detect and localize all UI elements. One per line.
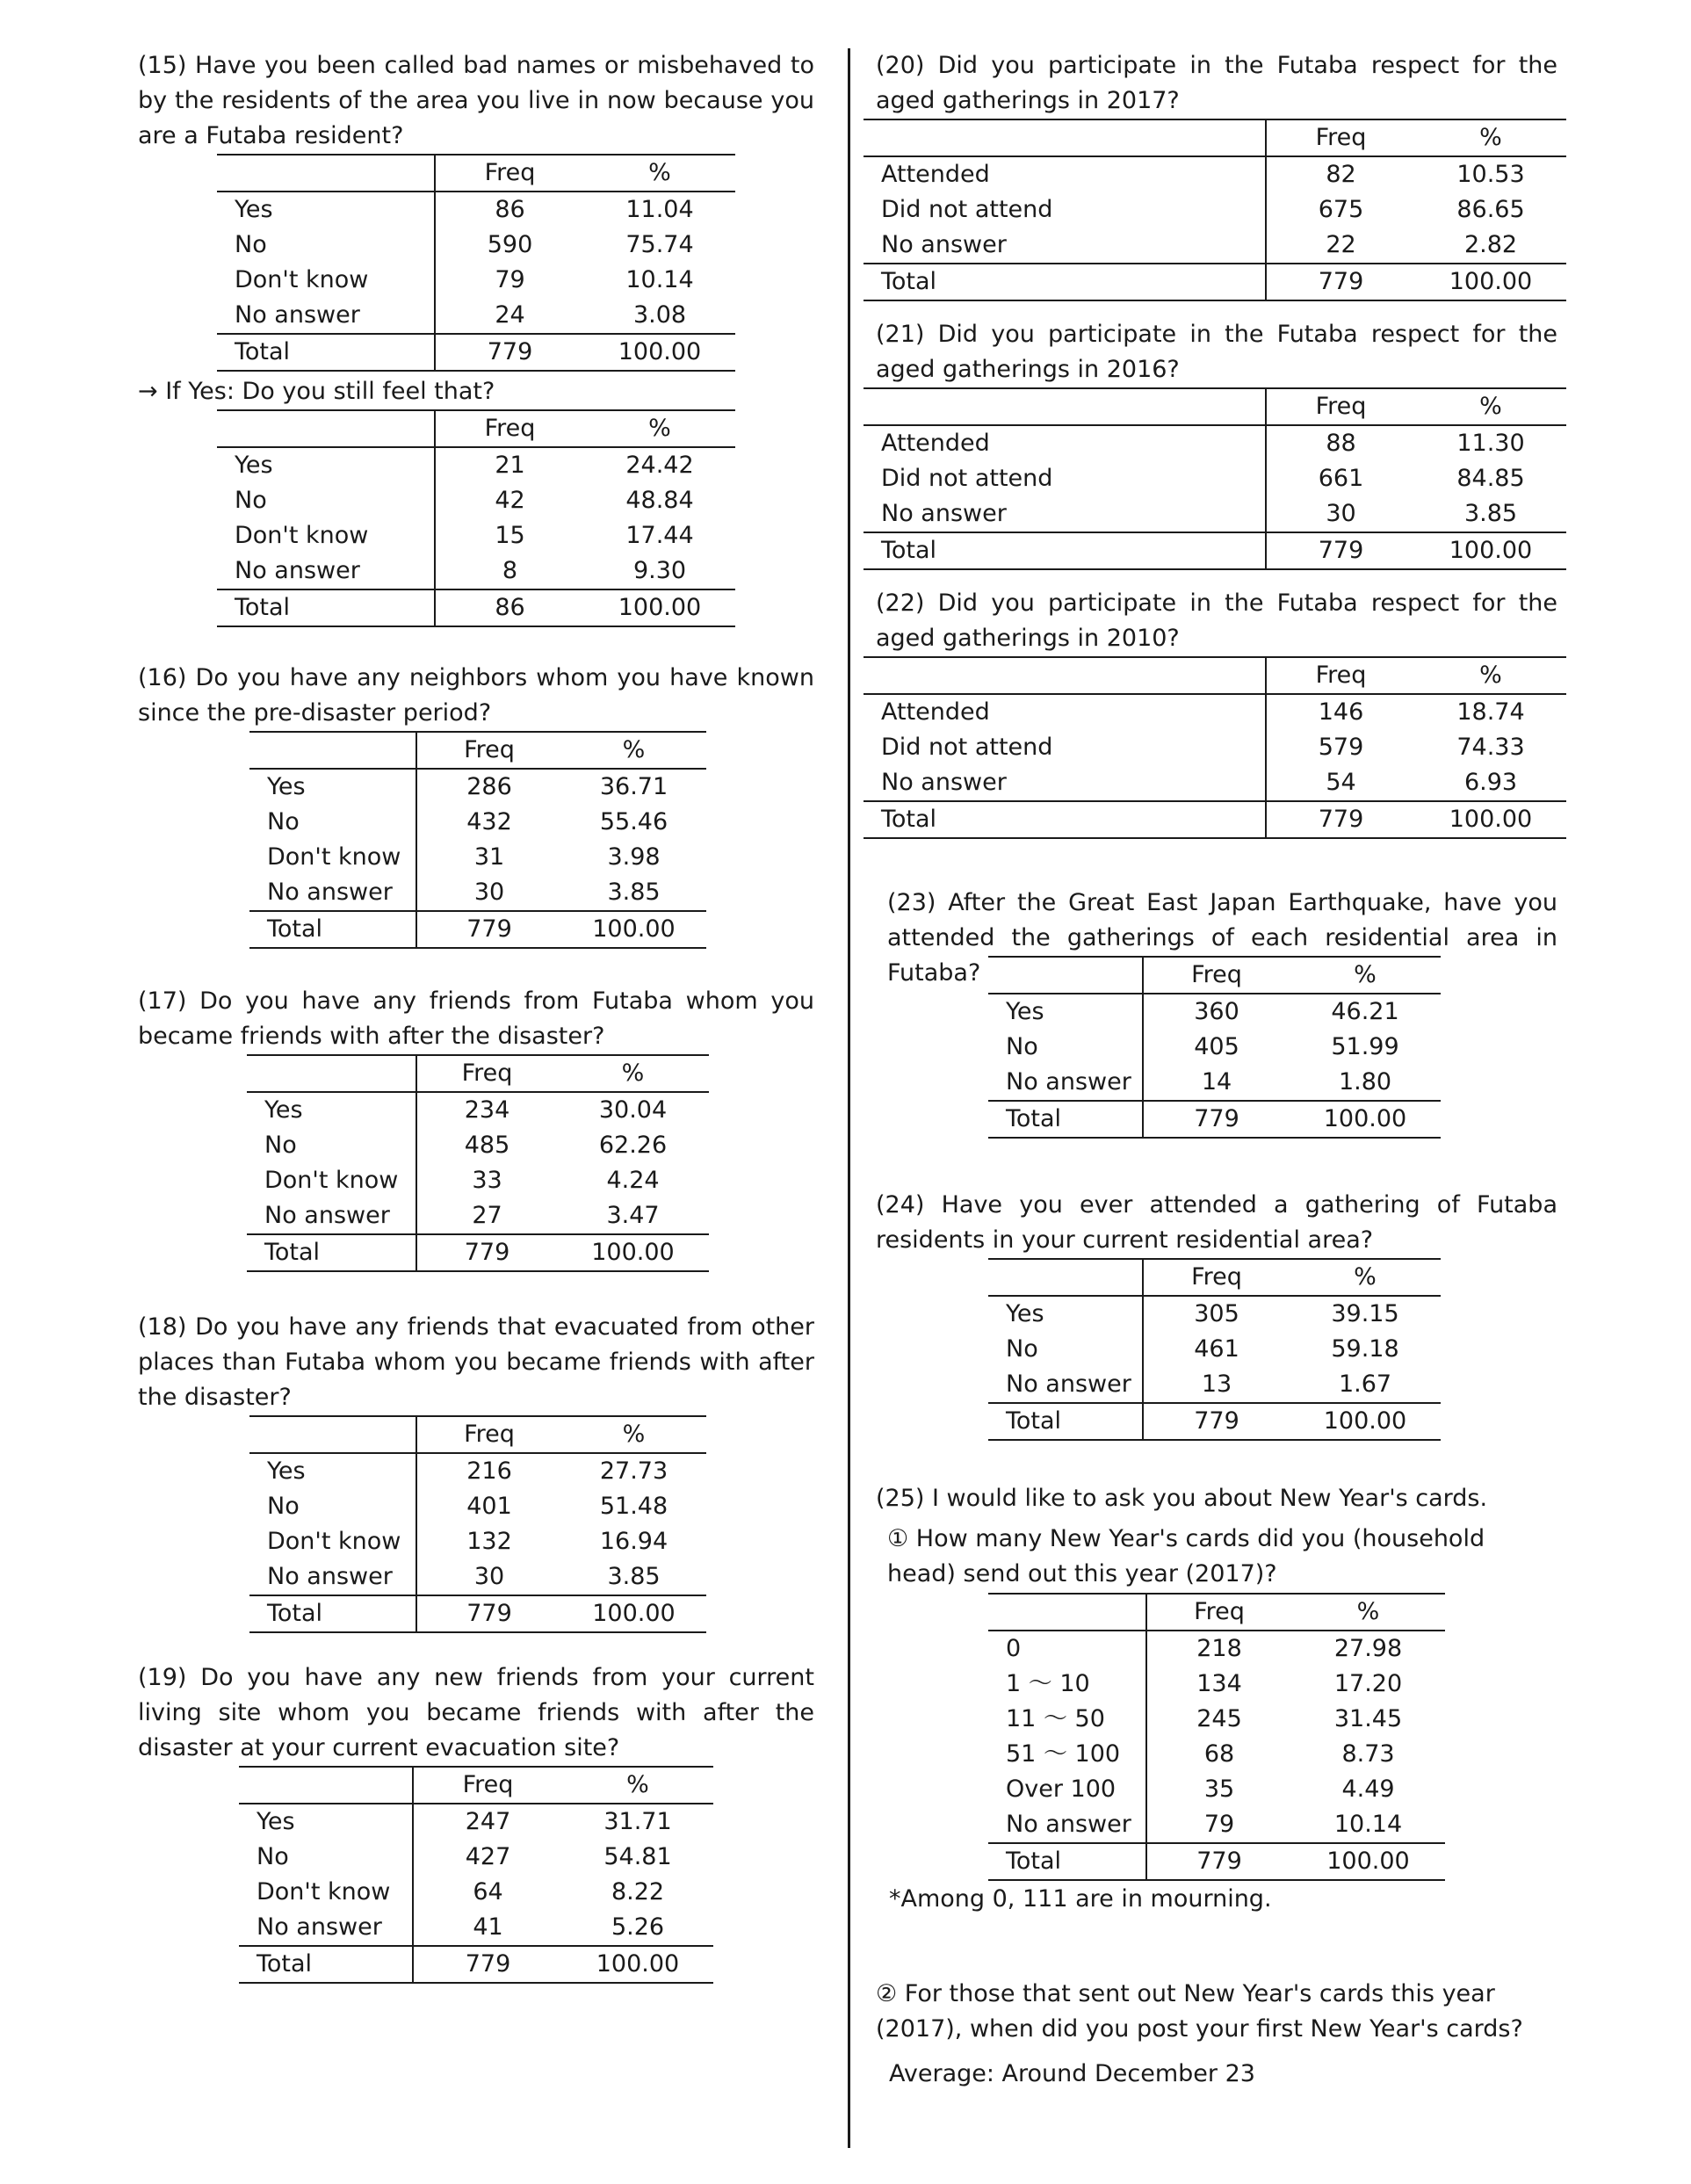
row-freq: 590 <box>487 231 533 258</box>
table-q24: Freq % Yes 305 39.15 No 461 59.18 No answer 13 1.67 Total 779 100.00 <box>988 1258 1441 1441</box>
table-row <box>247 1092 709 1128</box>
question-25: (25) I would like to ask you about New Year's cards. <box>876 1485 1488 1512</box>
row-percent: 86.65 <box>1456 196 1525 223</box>
row-freq: 88 <box>1326 430 1356 457</box>
row-freq: 27 <box>472 1202 502 1229</box>
row-label: Don't know <box>217 518 435 553</box>
table-row <box>988 1030 1441 1065</box>
row-label: Over 100 <box>988 1772 1146 1807</box>
row-label: No answer <box>864 496 1266 532</box>
row-freq: 68 <box>1203 1740 1235 1768</box>
q25-average: Average: Around December 23 <box>889 2060 1255 2087</box>
row-freq: 579 <box>1318 734 1364 761</box>
table-q23: Freq % Yes 360 46.21 No 405 51.99 No answer 14 1.80 Total 779 100.00 <box>988 956 1441 1139</box>
row-percent: 84.85 <box>1456 465 1525 492</box>
row-freq: 360 <box>1194 998 1239 1025</box>
row-freq: 218 <box>1196 1635 1242 1662</box>
row-freq: 35 <box>1203 1775 1235 1803</box>
question-23: (23) After the Great East Japan Earthquake, have you attended the gatherings of each residential area in Futaba? <box>887 889 1557 987</box>
question-18: (18) Do you have any friends that evacuated from other places than Futaba whom you became friends with after the disaster? <box>138 1313 814 1411</box>
row-freq: 41 <box>473 1913 503 1941</box>
table-row <box>249 840 706 875</box>
row-label: No answer <box>249 875 416 911</box>
row-label: No answer <box>988 1807 1146 1843</box>
row-freq: 8 <box>502 557 518 584</box>
row-percent: 17.20 <box>1333 1670 1403 1697</box>
row-freq: 132 <box>466 1528 512 1555</box>
row-freq: 86 <box>495 196 525 223</box>
table-row <box>217 447 735 483</box>
row-freq: 146 <box>1318 698 1364 726</box>
row-percent: 46.21 <box>1331 998 1399 1025</box>
table-row <box>988 1737 1445 1772</box>
row-label: Did not attend <box>864 192 1266 228</box>
table-row <box>247 1163 709 1198</box>
table-row <box>217 298 735 334</box>
row-label: Yes <box>217 192 435 228</box>
row-label: Yes <box>988 994 1143 1030</box>
row-label: 0 <box>988 1631 1146 1667</box>
row-label: Did not attend <box>864 461 1266 496</box>
row-percent: 16.94 <box>599 1528 668 1555</box>
row-freq: 432 <box>466 808 512 835</box>
question-19: (19) Do you have any new friends from your current living site whom you became friends with after the disaster at your current evacuation site? <box>138 1664 814 1761</box>
table-row <box>864 694 1566 730</box>
row-label: Yes <box>249 1453 416 1489</box>
row-freq: 661 <box>1318 465 1364 492</box>
question-21: (21) Did you participate in the Futaba respect for the aged gatherings in 2016? <box>876 321 1557 383</box>
row-label: No answer <box>247 1198 416 1234</box>
row-percent: 30.04 <box>598 1096 668 1124</box>
table-row <box>249 1453 706 1489</box>
table-row <box>988 994 1441 1030</box>
table-q22: Freq % Attended 146 18.74 Did not attend 579 74.33 No answer 54 6.93 Total 779 100.00 <box>864 656 1566 839</box>
row-label: Yes <box>249 769 416 805</box>
row-freq: 14 <box>1201 1068 1232 1096</box>
table-row <box>239 1804 713 1840</box>
row-freq: 13 <box>1201 1370 1232 1398</box>
table-row <box>217 192 735 228</box>
table-row <box>864 228 1566 264</box>
row-percent: 17.44 <box>625 522 694 549</box>
row-percent: 27.98 <box>1333 1635 1403 1662</box>
row-label: Don't know <box>217 263 435 298</box>
row-freq: 30 <box>1326 500 1356 527</box>
table-row <box>217 553 735 589</box>
table-row <box>864 765 1566 801</box>
table-row <box>249 1524 706 1559</box>
row-percent: 1.80 <box>1338 1068 1392 1096</box>
row-label: Don't know <box>239 1875 413 1910</box>
row-percent: 10.14 <box>1333 1811 1403 1838</box>
row-label: No <box>988 1030 1143 1065</box>
question-15: (15) Have you been called bad names or misbehaved to by the residents of the area you live in now because you are a Futaba resident? <box>138 52 814 149</box>
table-row <box>239 1875 713 1910</box>
table-q21: Freq % Attended 88 11.30 Did not attend 661 84.85 No answer 30 3.85 Total 779 100.00 <box>864 387 1566 570</box>
table-row <box>988 1702 1445 1737</box>
table-q25: Freq % 0 218 27.98 1 ～ 10 134 17.20 11 ～ 50 245 31.45 51 ～ 100 68 8.73 Over 100 35 4.49 No answer 79 10.14 Total 779 100.00 <box>988 1593 1445 1881</box>
question-16: (16) Do you have any neighbors whom you have known since the pre-disaster period? <box>138 664 814 727</box>
row-freq: 82 <box>1326 161 1356 188</box>
row-percent: 8.73 <box>1341 1740 1395 1768</box>
row-label: Attended <box>864 156 1266 192</box>
row-freq: 24 <box>495 301 525 329</box>
table-row <box>249 875 706 911</box>
row-label: No answer <box>249 1559 416 1595</box>
table-row <box>249 769 706 805</box>
table-q16: Freq % Yes 286 36.71 No 432 55.46 Don't know 31 3.98 No answer 30 3.85 Total 779 100.00 <box>249 731 706 949</box>
row-label: 51 ～ 100 <box>988 1737 1146 1772</box>
table-row <box>988 1772 1445 1807</box>
row-freq: 30 <box>473 879 505 906</box>
row-percent: 3.85 <box>607 879 661 906</box>
row-label: No <box>217 483 435 518</box>
table-q15: Freq % Yes 86 11.04 No 590 75.74 Don't know 79 10.14 No answer 24 3.08 Total 779 100.00 <box>217 154 735 372</box>
row-freq: 30 <box>473 1563 505 1590</box>
row-percent: 55.46 <box>599 808 668 835</box>
row-freq: 245 <box>1196 1705 1242 1732</box>
row-percent: 11.04 <box>625 196 694 223</box>
row-percent: 4.49 <box>1341 1775 1395 1803</box>
row-label: Attended <box>864 694 1266 730</box>
row-label: No answer <box>217 553 435 589</box>
row-percent: 54.81 <box>603 1843 672 1870</box>
row-percent: 51.99 <box>1331 1033 1399 1060</box>
row-label: No answer <box>988 1367 1143 1403</box>
row-percent: 39.15 <box>1331 1300 1399 1327</box>
row-label: Yes <box>217 447 435 483</box>
row-percent: 11.30 <box>1456 430 1525 457</box>
table-q19: Freq % Yes 247 31.71 No 427 54.81 Don't know 64 8.22 No answer 41 5.26 Total 779 100.00 <box>239 1766 713 1984</box>
row-freq: 22 <box>1326 231 1356 258</box>
table-row <box>217 518 735 553</box>
row-freq: 427 <box>465 1843 511 1870</box>
row-percent: 6.93 <box>1463 769 1518 796</box>
table-row <box>249 805 706 840</box>
row-percent: 9.30 <box>632 557 687 584</box>
column-divider <box>848 48 850 2148</box>
row-percent: 75.74 <box>625 231 694 258</box>
row-percent: 27.73 <box>599 1457 668 1485</box>
table-row <box>247 1128 709 1163</box>
row-freq: 54 <box>1326 769 1356 796</box>
row-percent: 5.26 <box>611 1913 665 1941</box>
table-row <box>239 1910 713 1946</box>
row-freq: 15 <box>495 522 525 549</box>
row-label: No answer <box>988 1065 1143 1101</box>
row-label: No <box>249 1489 416 1524</box>
row-percent: 24.42 <box>625 452 694 479</box>
row-percent: 10.53 <box>1456 161 1525 188</box>
question-20: (20) Did you participate in the Futaba respect for the aged gatherings in 2017? <box>876 52 1557 114</box>
row-freq: 33 <box>472 1167 502 1194</box>
row-label: No <box>247 1128 416 1163</box>
table-row <box>864 425 1566 461</box>
row-label: No answer <box>864 765 1266 801</box>
row-freq: 31 <box>473 843 505 871</box>
table-row <box>864 730 1566 765</box>
row-label: 11 ～ 50 <box>988 1702 1146 1737</box>
table-row <box>217 263 735 298</box>
table-row <box>988 1807 1445 1843</box>
table-row <box>988 1332 1441 1367</box>
q15-followup: → If Yes: Do you still feel that? <box>138 378 495 405</box>
table-row <box>864 192 1566 228</box>
row-label: No answer <box>864 228 1266 264</box>
table-q15-followup: Freq % Yes 21 24.42 No 42 48.84 Don't know 15 17.44 No answer 8 9.30 Total 86 100.00 <box>217 409 735 627</box>
row-freq: 79 <box>1203 1811 1235 1838</box>
row-freq: 485 <box>464 1132 510 1159</box>
row-freq: 21 <box>495 452 525 479</box>
row-label: No <box>988 1332 1143 1367</box>
row-percent: 36.71 <box>599 773 668 800</box>
q25-sub1: ① How many New Year's cards did you (household head) send out this year (2017)? <box>887 1525 1485 1587</box>
q25-note: *Among 0, 111 are in mourning. <box>889 1885 1272 1913</box>
row-freq: 305 <box>1194 1300 1239 1327</box>
row-freq: 405 <box>1194 1033 1239 1060</box>
row-freq: 216 <box>466 1457 512 1485</box>
row-percent: 10.14 <box>625 266 694 293</box>
row-percent: 3.47 <box>606 1202 660 1229</box>
row-label: No <box>239 1840 413 1875</box>
question-17: (17) Do you have any friends from Futaba whom you became friends with after the disaster? <box>138 987 814 1050</box>
row-freq: 461 <box>1194 1335 1239 1363</box>
table-row <box>864 156 1566 192</box>
row-label: No answer <box>239 1910 413 1946</box>
row-percent: 1.67 <box>1338 1370 1392 1398</box>
question-22: (22) Did you participate in the Futaba respect for the aged gatherings in 2010? <box>876 589 1557 652</box>
row-label: No answer <box>217 298 435 334</box>
row-label: 1 ～ 10 <box>988 1667 1146 1702</box>
table-row <box>249 1559 706 1595</box>
table-row <box>864 496 1566 532</box>
row-freq: 247 <box>465 1808 511 1835</box>
q25-sub2: ② For those that sent out New Year's cards this year (2017), when did you post your first New Year's cards? <box>876 1980 1523 2043</box>
row-percent: 62.26 <box>598 1132 668 1159</box>
table-row <box>988 1367 1441 1403</box>
row-percent: 31.45 <box>1333 1705 1403 1732</box>
row-freq: 234 <box>464 1096 510 1124</box>
table-q17: Freq % Yes 234 30.04 No 485 62.26 Don't know 33 4.24 No answer 27 3.47 Total 779 100.00 <box>247 1054 709 1272</box>
row-freq: 42 <box>495 487 525 514</box>
row-label: Don't know <box>247 1163 416 1198</box>
row-label: No <box>249 805 416 840</box>
row-label: Don't know <box>249 840 416 875</box>
row-percent: 18.74 <box>1456 698 1525 726</box>
row-freq: 286 <box>466 773 512 800</box>
row-freq: 401 <box>466 1493 512 1520</box>
table-row <box>988 1065 1441 1101</box>
row-freq: 675 <box>1318 196 1364 223</box>
row-percent: 3.85 <box>1463 500 1518 527</box>
table-row <box>217 483 735 518</box>
row-freq: 64 <box>473 1878 503 1906</box>
row-label: Did not attend <box>864 730 1266 765</box>
row-percent: 3.85 <box>607 1563 661 1590</box>
row-percent: 31.71 <box>603 1808 672 1835</box>
row-percent: 2.82 <box>1463 231 1518 258</box>
row-label: Yes <box>988 1296 1143 1332</box>
table-row <box>988 1296 1441 1332</box>
table-row <box>249 1489 706 1524</box>
row-label: No <box>217 228 435 263</box>
row-freq: 79 <box>495 266 525 293</box>
table-row <box>217 228 735 263</box>
row-percent: 51.48 <box>599 1493 668 1520</box>
row-percent: 74.33 <box>1456 734 1525 761</box>
row-percent: 8.22 <box>611 1878 665 1906</box>
table-row <box>864 461 1566 496</box>
row-label: Yes <box>239 1804 413 1840</box>
row-percent: 3.08 <box>632 301 687 329</box>
row-freq: 134 <box>1196 1670 1242 1697</box>
row-percent: 59.18 <box>1331 1335 1399 1363</box>
table-row <box>988 1667 1445 1702</box>
table-row <box>239 1840 713 1875</box>
row-label: Yes <box>247 1092 416 1128</box>
table-row <box>988 1631 1445 1667</box>
table-q20: Freq % Attended 82 10.53 Did not attend 675 86.65 No answer 22 2.82 Total 779 100.00 <box>864 119 1566 301</box>
table-row <box>247 1198 709 1234</box>
row-percent: 4.24 <box>606 1167 660 1194</box>
question-24: (24) Have you ever attended a gathering of Futaba residents in your current residential area? <box>876 1191 1557 1254</box>
row-label: Don't know <box>249 1524 416 1559</box>
table-q18: Freq % Yes 216 27.73 No 401 51.48 Don't know 132 16.94 No answer 30 3.85 Total 779 100.00 <box>249 1415 706 1633</box>
row-percent: 48.84 <box>625 487 694 514</box>
row-label: Attended <box>864 425 1266 461</box>
row-percent: 3.98 <box>607 843 661 871</box>
